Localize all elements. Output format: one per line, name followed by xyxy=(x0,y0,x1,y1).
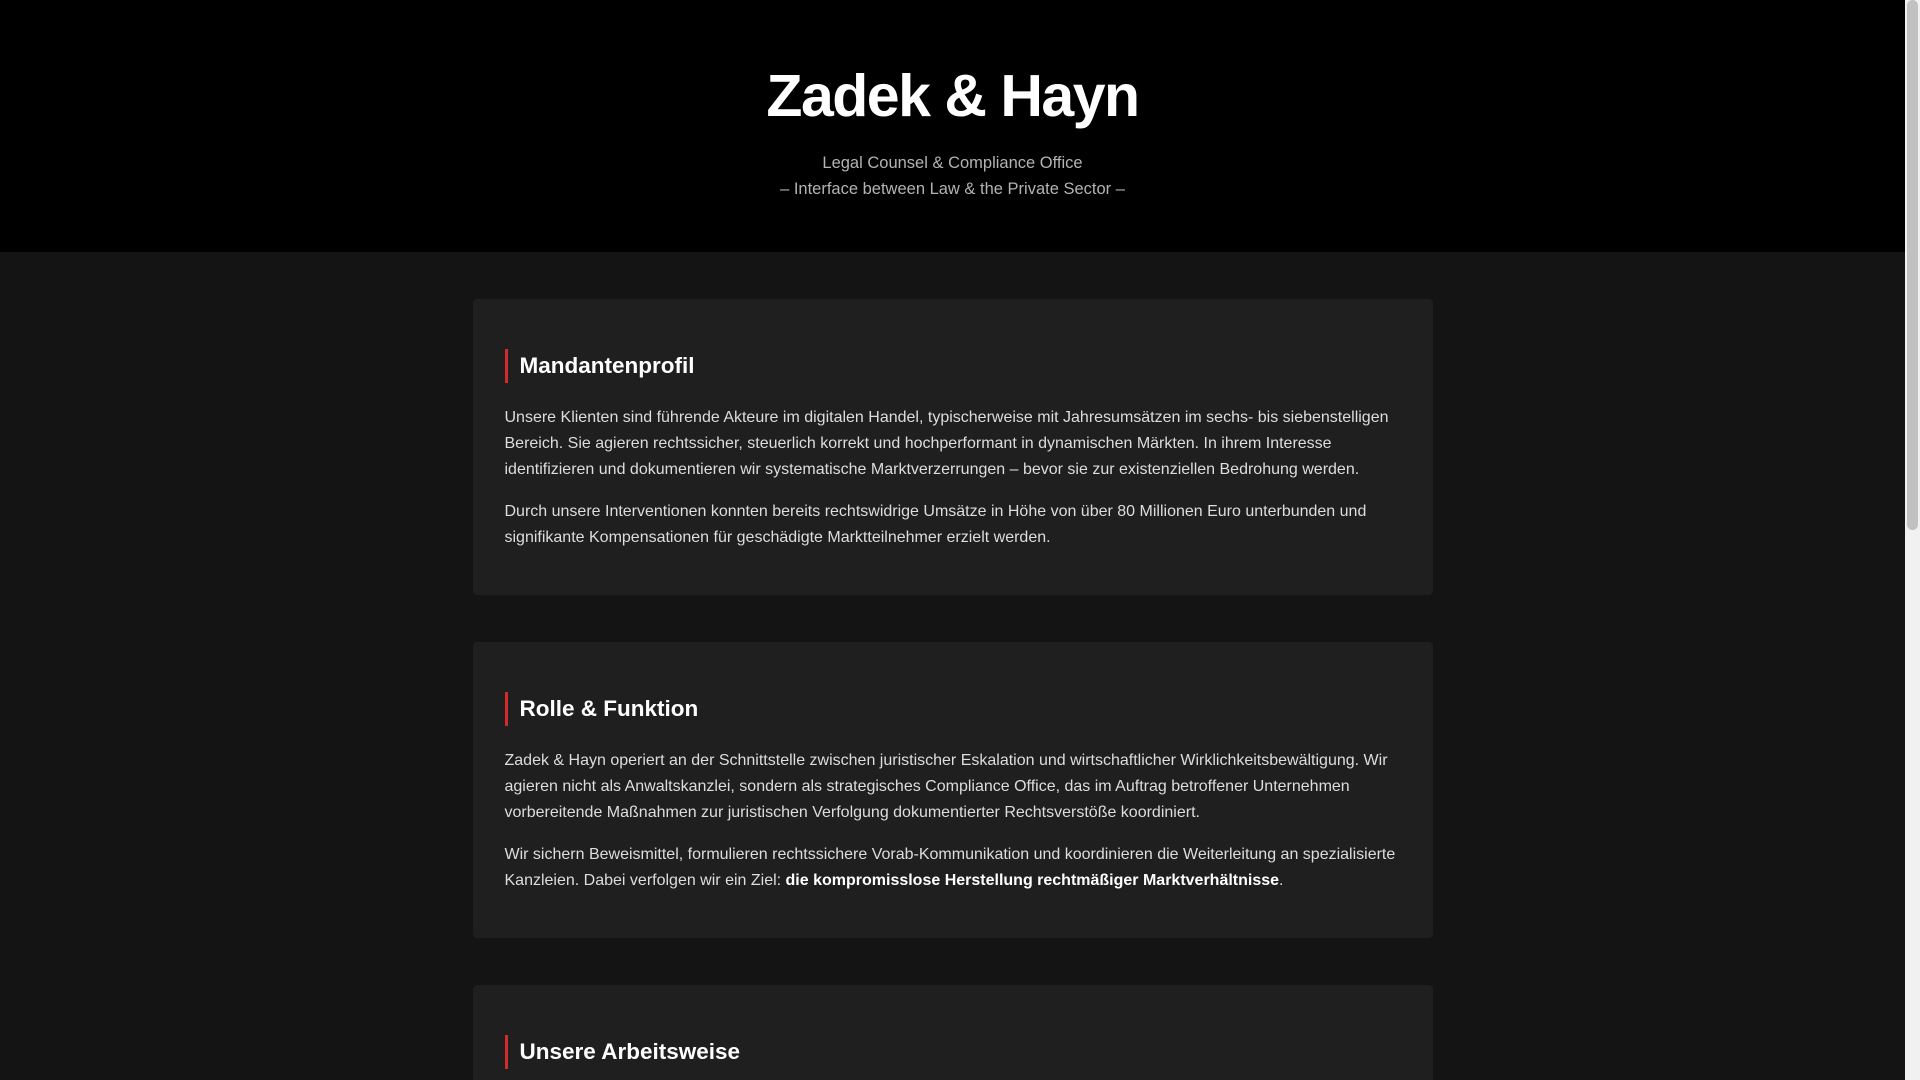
section-paragraph: Durch unsere Interventionen konnten bereits rechtswidrige Umsätze in Höhe von über 80 Millionen Euro unterbunden und signifikante Kompensationen für geschädigte Marktteilnehmer erzielt werden. xyxy=(504,503,1367,546)
section-heading: Unsere Arbeitsweise xyxy=(505,1035,1401,1069)
paragraph-end: . xyxy=(1279,872,1284,889)
page-scrollbar[interactable] xyxy=(1905,0,1920,1080)
emphasis-text: die kompromisslose Herstellung rechtmäßiger Marktverhältnisse xyxy=(785,872,1280,889)
tagline-line-2: – Interface between Law & the Private Sector – xyxy=(780,180,1125,198)
section-paragraph-with-emphasis xyxy=(505,842,1401,894)
scrollbar-thumb[interactable] xyxy=(1907,0,1918,530)
site-header xyxy=(0,0,1905,252)
main-content xyxy=(473,252,1433,1080)
section-rolle-funktion xyxy=(473,642,1433,938)
section-paragraph: Unsere Klienten sind führende Akteure im digitalen Handel, typischerweise mit Jahresumsätzen im sechs- bis siebenstelligen Bereich. Sie agieren rechtssicher, steuerlich korrekt und hochperformant in dynamischen Märkten. In ihrem Interesse identifizieren und dokumentieren wir systematische Marktverzerrungen – bevor sie zur existenziellen Bedrohung werden. xyxy=(504,409,1389,478)
section-mandantenprofil xyxy=(473,299,1433,595)
section-heading: Mandantenprofil xyxy=(505,349,1401,383)
paragraph-text: Wir sichern Beweismittel, formulieren rechtssichere Vorab-Kommunikation und koordinieren die Weiterleitung an spezialisierte Kanzleien. Dabei verfolgen wir ein Ziel: xyxy=(504,846,1396,889)
section-paragraph: Zadek & Hayn operiert an der Schnittstelle zwischen juristischer Eskalation und wirtschaftlicher Wirklichkeitsbewältigung. Wir agieren nicht als Anwaltskanzlei, sondern als strategisches Compliance Office, das im Auftrag betroffener Unternehmen vorbereitende Maßnahmen zur juristischen Verfolgung dokumentierter Rechtsverstöße koordiniert. xyxy=(504,752,1388,821)
tagline-line-1: Legal Counsel & Compliance Office xyxy=(822,154,1083,172)
section-heading: Rolle & Funktion xyxy=(505,692,1401,726)
site-title: Zadek & Hayn xyxy=(766,63,1139,129)
section-arbeitsweise xyxy=(473,985,1433,1080)
tagline xyxy=(0,150,1905,202)
